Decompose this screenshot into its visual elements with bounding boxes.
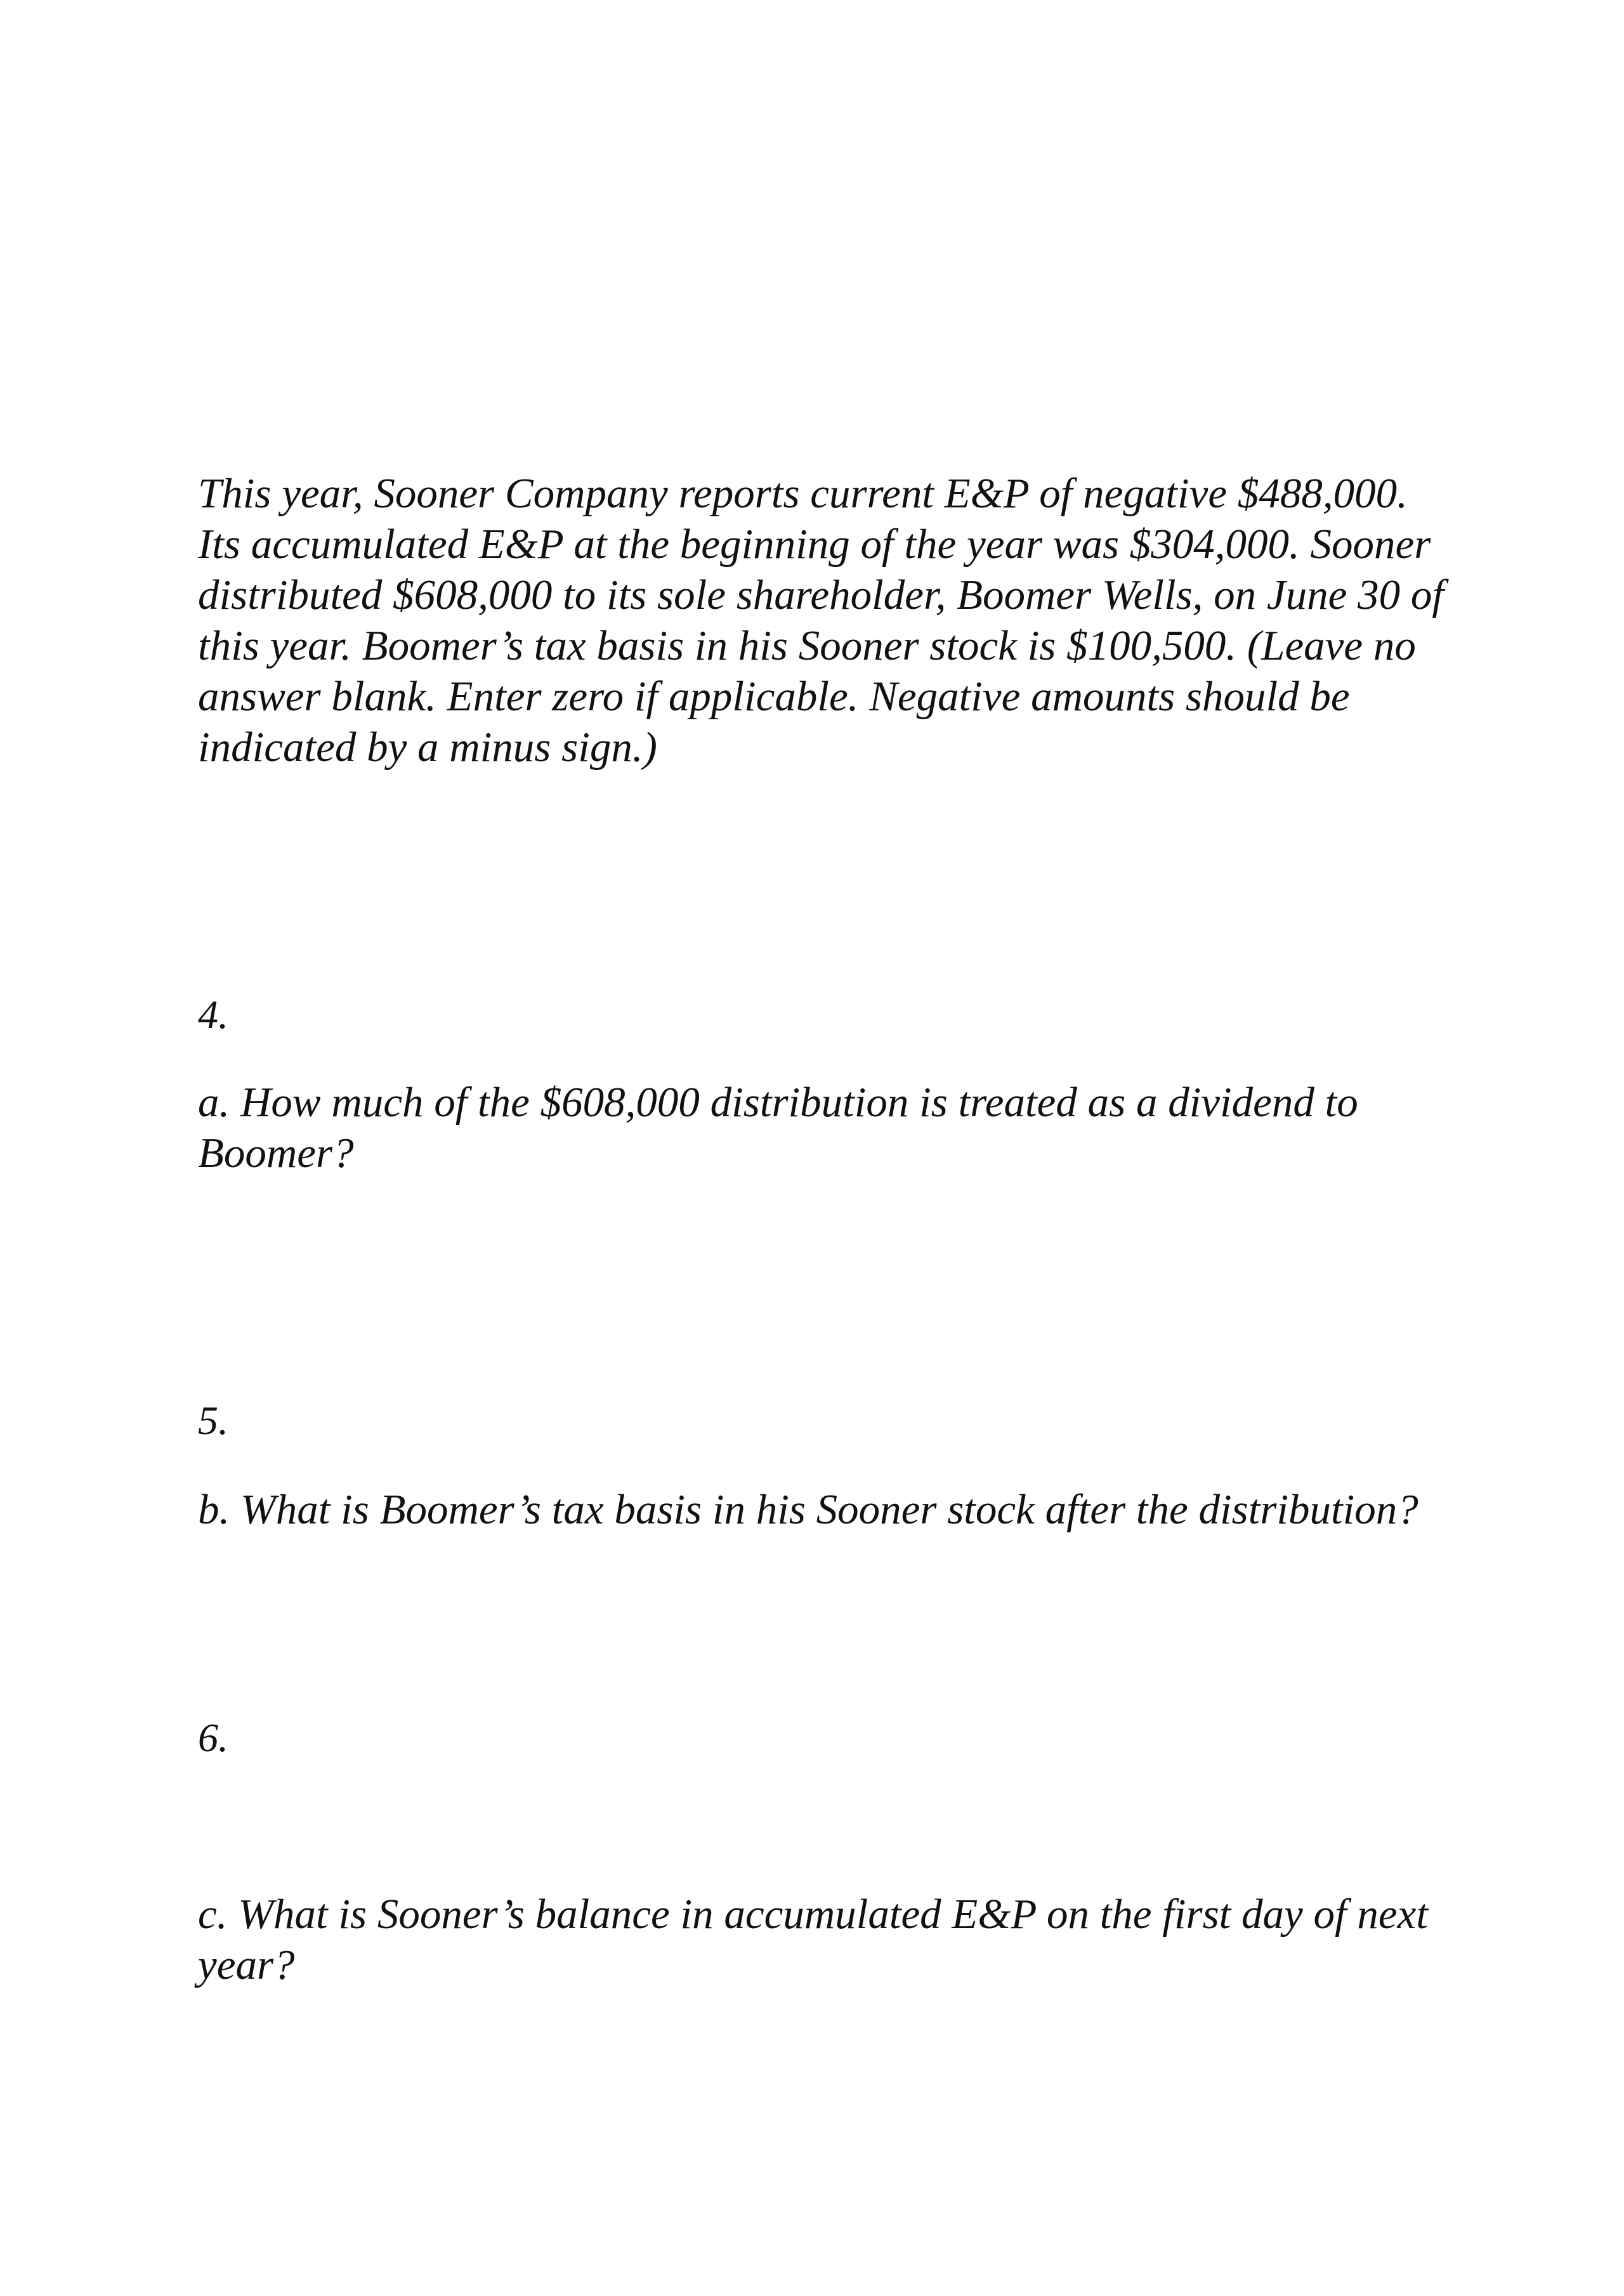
- question-number-5: 5.: [198, 1398, 228, 1443]
- question-c-text: c. What is Sooner’s balance in accumulated E&P on the first day of next year?: [198, 1891, 1428, 1988]
- question-number-6: 6.: [198, 1715, 228, 1760]
- question-b-text: b. What is Boomer’s tax basis in his Sooner stock after the distribution?: [198, 1486, 1418, 1533]
- problem-statement: This year, Sooner Company reports current E&P of negative $488,000. Its accumulated E&P at the beginning of the year was $304,000. Sooner distributed $608,000 to its sole shareholder, Boomer Wells, on June 30 of this year. Boomer’s tax basis in his Sooner stock is $100,500. (Leave no answer blank. Enter zero if applicable. Negative amounts should be indicated by a minus sign.): [198, 470, 1444, 771]
- question-number-4: 4.: [198, 992, 228, 1037]
- question-a-text: a. How much of the $608,000 distribution is treated as a dividend to Boomer?: [198, 1079, 1358, 1177]
